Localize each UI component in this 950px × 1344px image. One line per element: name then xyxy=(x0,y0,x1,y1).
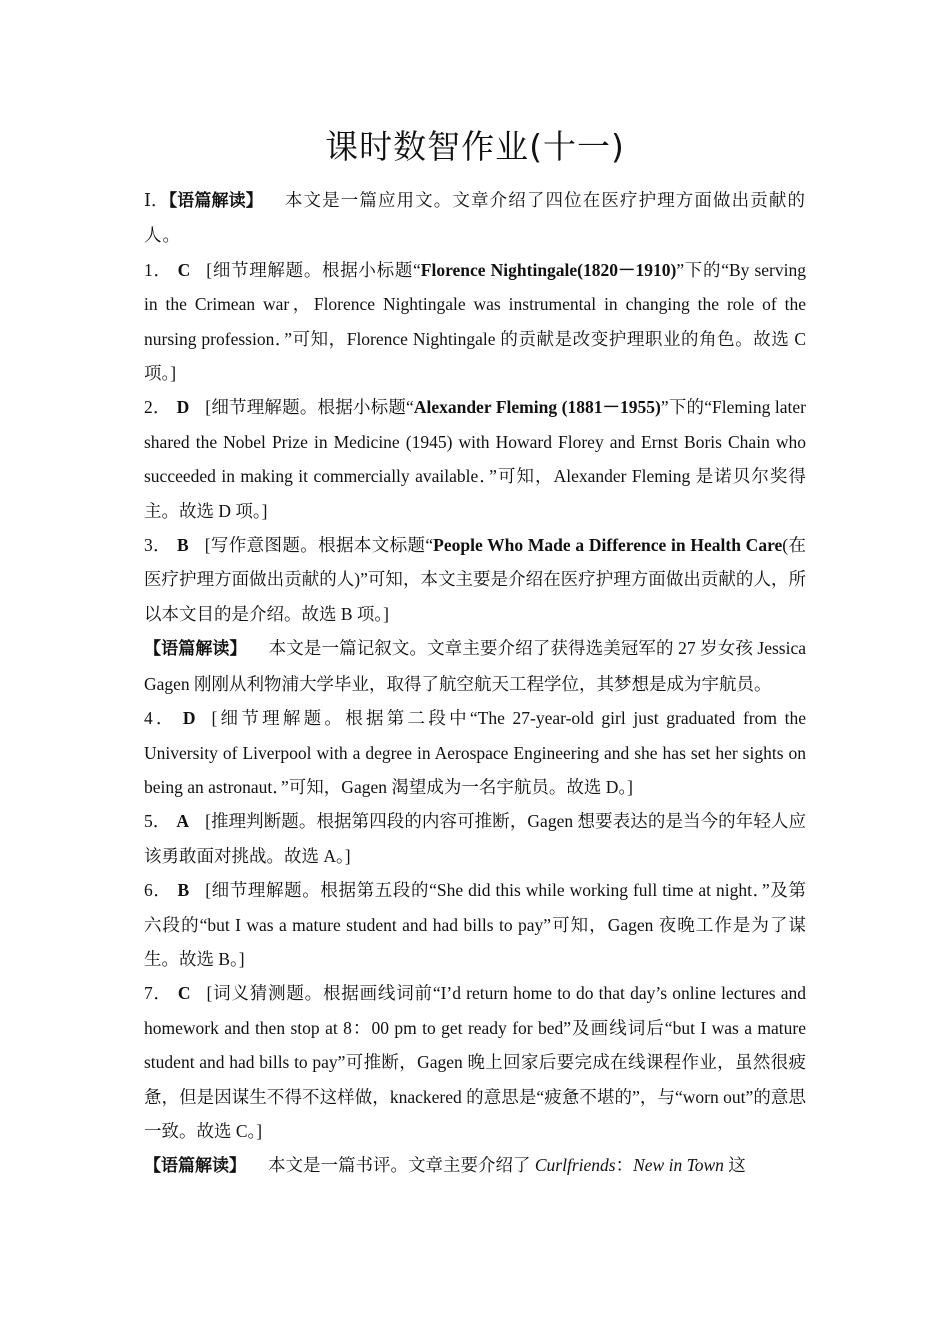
answer-item-1 xyxy=(144,253,806,391)
explanation-text: [细节理解题。根据小标题“ xyxy=(206,259,421,280)
passage-summary: 本文是一篇书评。文章主要介绍了 xyxy=(268,1155,535,1176)
answer-item-5 xyxy=(144,804,806,873)
subheading-quote: Florence Nightingale(1820－1910) xyxy=(420,259,677,280)
explanation-text: [细节理解题。根据第二段中“The 27-year-old girl just graduated from the University of Liverpool with a degree in Aerospace Engineering and she has set her sights on being an astronaut．”可知，Gagen 渴望成为一名宇航员。故选 D。] xyxy=(144,708,807,797)
question-number: 6． xyxy=(144,880,172,901)
explanation-text: [写作意图题。根据本文标题“ xyxy=(204,535,434,556)
explanation-text: ”下的“By serving in the Crimean war，Florence Nightingale was instrumental in changing the role of the nursing profession．”可知，Florence Nightingale 的贡献是改变护理职业的角色。故选 C 项。] xyxy=(144,259,806,384)
question-number: 4． xyxy=(144,708,177,729)
explanation-text: [细节理解题。根据小标题“ xyxy=(205,397,414,418)
passage-intro-2 xyxy=(144,631,806,701)
section-number: Ⅰ． xyxy=(144,190,169,210)
explanation-text: [词义猜测题。根据画线词前“I’d return home to do that day’s online lectures and homework and then stop at 8：00 pm to get ready for bed”及画线词后“but I was a mature student and had bills to pay”可推断，Gagen 晚上回家后要完成在线课程作业，虽然很疲惫，但是因谋生不得不这样做，knackered 的意思是“疲惫不堪的”，与“worn out”的意思一致。故选 C。] xyxy=(144,983,807,1141)
question-number: 5． xyxy=(144,811,171,832)
explanation-text: ”下的“Fleming later shared the Nobel Prize in Medicine (1945) with Howard Florey and Ernst Boris Chain who succeeded in making it commercially available．”可知，Alexander Fleming 是诺贝尔奖得主。故选 D 项。] xyxy=(144,397,806,521)
question-number: 1． xyxy=(144,259,172,280)
page-title: 课时数智作业(十一) xyxy=(325,127,625,166)
answer-item-6 xyxy=(144,873,806,976)
answer-item-7 xyxy=(144,976,806,1148)
passage-intro-1 xyxy=(144,183,806,253)
title-separator: ： xyxy=(615,1155,634,1176)
answer-item-3 xyxy=(144,528,806,631)
answer-letter: D xyxy=(182,708,196,729)
passage-summary: 本文是一篇记叙文。文章主要介绍了获得选美冠军的 27 岁女孩 Jessica Gagen 刚刚从利物浦大学毕业，取得了航空航天工程学位，其梦想是成为宇航员。 xyxy=(144,638,807,694)
answer-letter: A xyxy=(176,811,190,832)
question-number: 7． xyxy=(144,983,172,1004)
question-number: 2． xyxy=(144,397,171,418)
answer-letter: B xyxy=(177,535,189,556)
answer-content xyxy=(144,183,806,1184)
subheading-quote: Alexander Fleming (1881－1955) xyxy=(413,397,661,418)
answer-letter: C xyxy=(177,983,191,1004)
passage-tag: 【语篇解读】 xyxy=(144,639,247,660)
passage-summary-cont: 这 xyxy=(723,1155,746,1176)
book-title: Curlfriends xyxy=(534,1155,616,1176)
answer-letter: D xyxy=(176,397,190,418)
book-subtitle: New in Town xyxy=(633,1155,724,1176)
passage-intro-3 xyxy=(144,1148,806,1183)
explanation-text: [细节理解题。根据第五段的“She did this while working full time at night．”及第六段的“but I was a mature student and had bills to pay”可知，Gagen 夜晚工作是为了谋生。故选 B。] xyxy=(144,880,806,969)
explanation-text: [推理判断题。根据第四段的内容可推断，Gagen 想要表达的是当今的年轻人应该勇敢面对挑战。故选 A。] xyxy=(144,811,807,866)
answer-letter: C xyxy=(177,259,191,280)
answer-letter: B xyxy=(177,880,190,901)
answer-item-4 xyxy=(144,701,806,804)
answer-item-2 xyxy=(144,390,806,528)
passage-summary: 本文是一篇应用文。文章介绍了四位在医疗护理方面做出贡献的人。 xyxy=(144,190,807,246)
passage-tag: 【语篇解读】 xyxy=(168,191,263,211)
title-quote: People Who Made a Difference in Health Care xyxy=(433,535,783,556)
passage-tag: 【语篇解读】 xyxy=(144,1156,246,1177)
question-number: 3． xyxy=(144,535,171,556)
explanation-text: (在医疗护理方面做出贡献的人)”可知，本文主要是介绍在医疗护理方面做出贡献的人，所以本文目的是介绍。故选 B 项。] xyxy=(144,535,806,624)
